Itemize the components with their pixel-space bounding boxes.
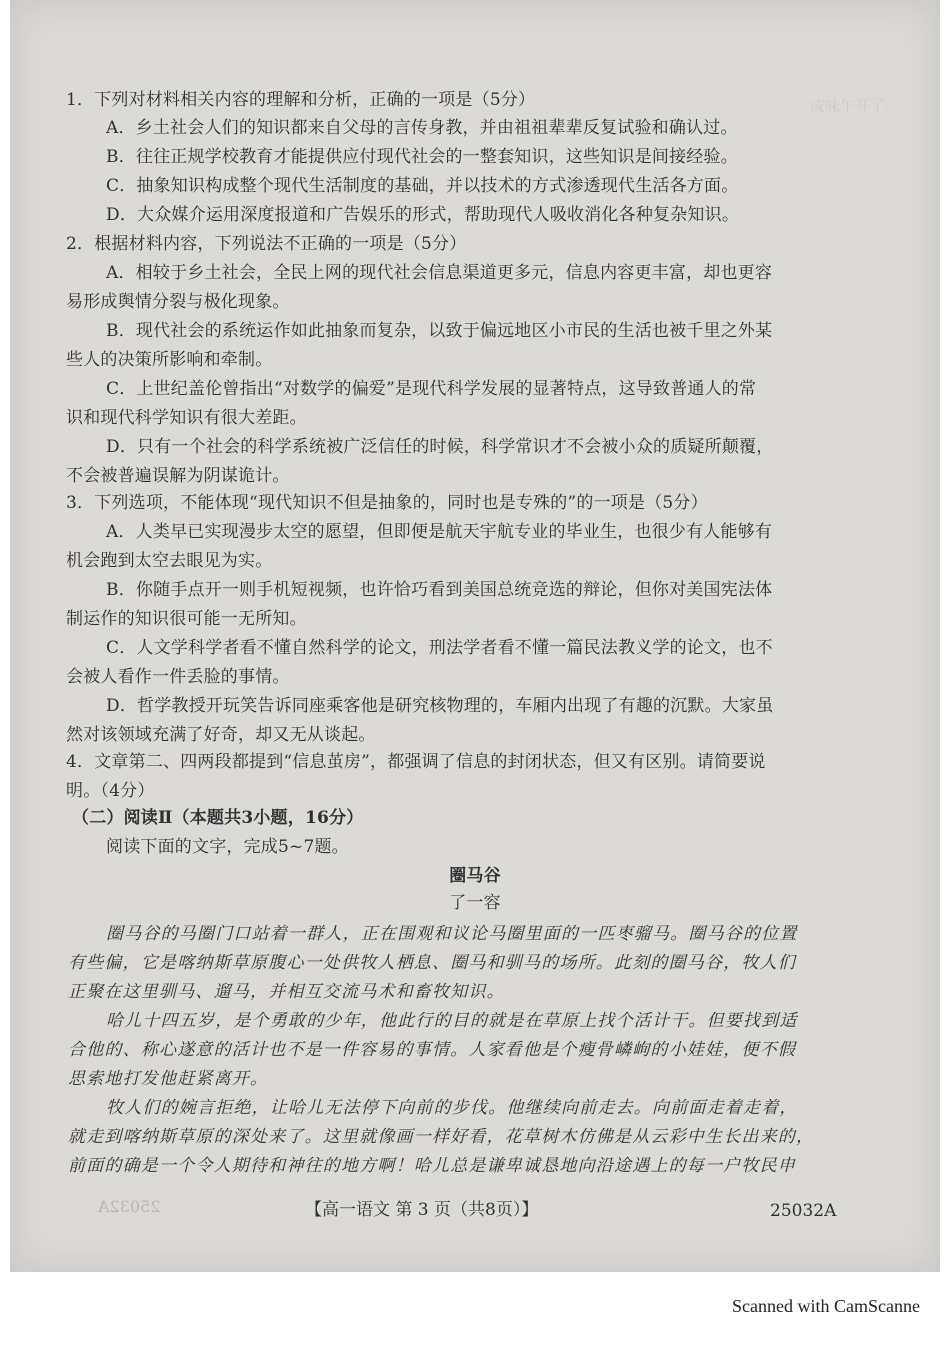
story-p2-line2: 合他的、称心遂意的活计也不是一件容易的事情。人家看他是个瘦骨嶙峋的小娃娃，便不假 [68,1040,796,1060]
q2-option-b-line2: 些人的决策所影响和牵制。 [66,350,273,370]
q1-option-c: C．抽象知识构成整个现代生活制度的基础，并以技术的方式渗透现代生活各方面。 [106,176,739,196]
story-p2-line1: 哈儿十四五岁，是个勇敢的少年，他此行的目的就是在草原上找个活计干。但要找到适 [106,1011,798,1031]
q2-option-a-line2: 易形成舆情分裂与极化现象。 [66,292,290,312]
q2-option-a-line1: A．相较于乡土社会，全民上网的现代社会信息渠道更多元，信息内容更丰富，却也更容 [106,263,773,283]
q4-line2: 明。（4分） [66,781,155,801]
q1-option-d: D．大众媒介运用深度报道和广告娱乐的形式，帮助现代人吸收消化各种复杂知识。 [106,205,740,225]
q2-option-d-line1: D．只有一个社会的科学系统被广泛信任的时候，科学常识才不会被小众的质疑所颠覆， [106,437,774,457]
story-p2-line3: 思索地打发他赶紧离开。 [68,1069,269,1089]
story-p3-line2: 就走到喀纳斯草原的深处来了。这里就像画一样好看，花草树木仿佛是从云彩中生长出来的， [68,1127,815,1147]
story-p1-line1: 圈马谷的马圈门口站着一群人，正在围观和议论马圈里面的一匹枣骝马。圈马谷的位置 [106,924,798,944]
story-p3-line3: 前面的确是一个令人期待和神往的地方啊！哈儿总是谦卑诚恳地向沿途遇上的每一户牧民申 [68,1156,796,1176]
camscanner-watermark: Scanned with CamScanne [732,1296,920,1316]
story-author: 了一容 [449,893,501,913]
q1-stem: 1．下列对材料相关内容的理解和分析，正确的一项是（5分） [66,90,536,110]
q2-stem: 2．根据材料内容，下列说法不正确的一项是（5分） [66,234,467,254]
q3-option-c-line1: C．人文学科学者看不懂自然科学的论文，刑法学者看不懂一篇民法教义学的论文，也不 [106,638,773,658]
exam-code: 25032A [770,1201,837,1221]
q3-option-c-line2: 会被人看作一件丢脸的事情。 [66,667,290,687]
page-info: 【高一语文 第 3 页（共8页）】 [305,1200,539,1220]
q1-option-b: B．往往正规学校教育才能提供应付现代社会的一整套知识，这些知识是间接经验。 [106,147,738,167]
q3-option-a-line2: 机会跑到太空去眼见为实。 [66,551,273,571]
story-p3-line1: 牧人们的婉言拒绝，让哈儿无法停下向前的步伐。他继续向前走去。向前面走着走着， [106,1098,798,1118]
section-heading: （二）阅读Ⅱ（本题共3小题，16分） [72,808,364,828]
q3-option-a-line1: A．人类早已实现漫步太空的愿望，但即便是航天宇航专业的毕业生，也很少有人能够有 [106,522,773,542]
q2-option-c-line2: 识和现代科学知识有很大差距。 [66,408,307,428]
q1-option-a: A．乡土社会人们的知识都来自父母的言传身教，并由祖祖辈辈反复试验和确认过。 [106,118,738,138]
mirrored-page-code: 25032A [98,1197,161,1216]
q3-option-b-line1: B．你随手点开一则手机短视频，也许恰巧看到美国总统竞选的辩论，但你对美国宪法体 [106,580,773,600]
q2-option-c-line1: C．上世纪盖伦曾指出“对数学的偏爱”是现代科学发展的显著特点，这导致普通人的常 [106,379,757,399]
q2-option-d-line2: 不会被普遍误解为阴谋诡计。 [66,466,290,486]
q3-option-d-line1: D．哲学教授开玩笑告诉同座乘客他是研究核物理的，车厢内出现了有趣的沉默。大家虽 [106,696,774,716]
section-instruction: 阅读下面的文字，完成5~7题。 [106,837,349,857]
q4-line1: 4．文章第二、四两段都提到“信息茧房”，都强调了信息的封闭状态，但又有区别。请简要说 [66,752,766,772]
bleed-through-text: 成味午开了。 [810,97,901,115]
story-p1-line3: 正聚在这里驯马、遛马，并相互交流马术和畜牧知识。 [68,982,505,1002]
q2-option-b-line1: B．现代社会的系统运作如此抽象而复杂，以致于偏远地区小市民的生活也被千里之外某 [106,321,773,341]
q3-option-d-line2: 然对该领域充满了好奇，却又无从谈起。 [66,725,376,745]
scanned-page [10,0,940,1272]
story-p1-line2: 有些偏，它是喀纳斯草原腹心一处供牧人栖息、圈马和驯马的场所。此刻的圈马谷，牧人们 [68,953,796,973]
q3-stem: 3．下列选项，不能体现“现代知识不但是抽象的，同时也是专殊的”的一项是（5分） [66,493,708,513]
story-title: 圈马谷 [449,866,501,886]
q3-option-b-line2: 制运作的知识很可能一无所知。 [66,609,307,629]
